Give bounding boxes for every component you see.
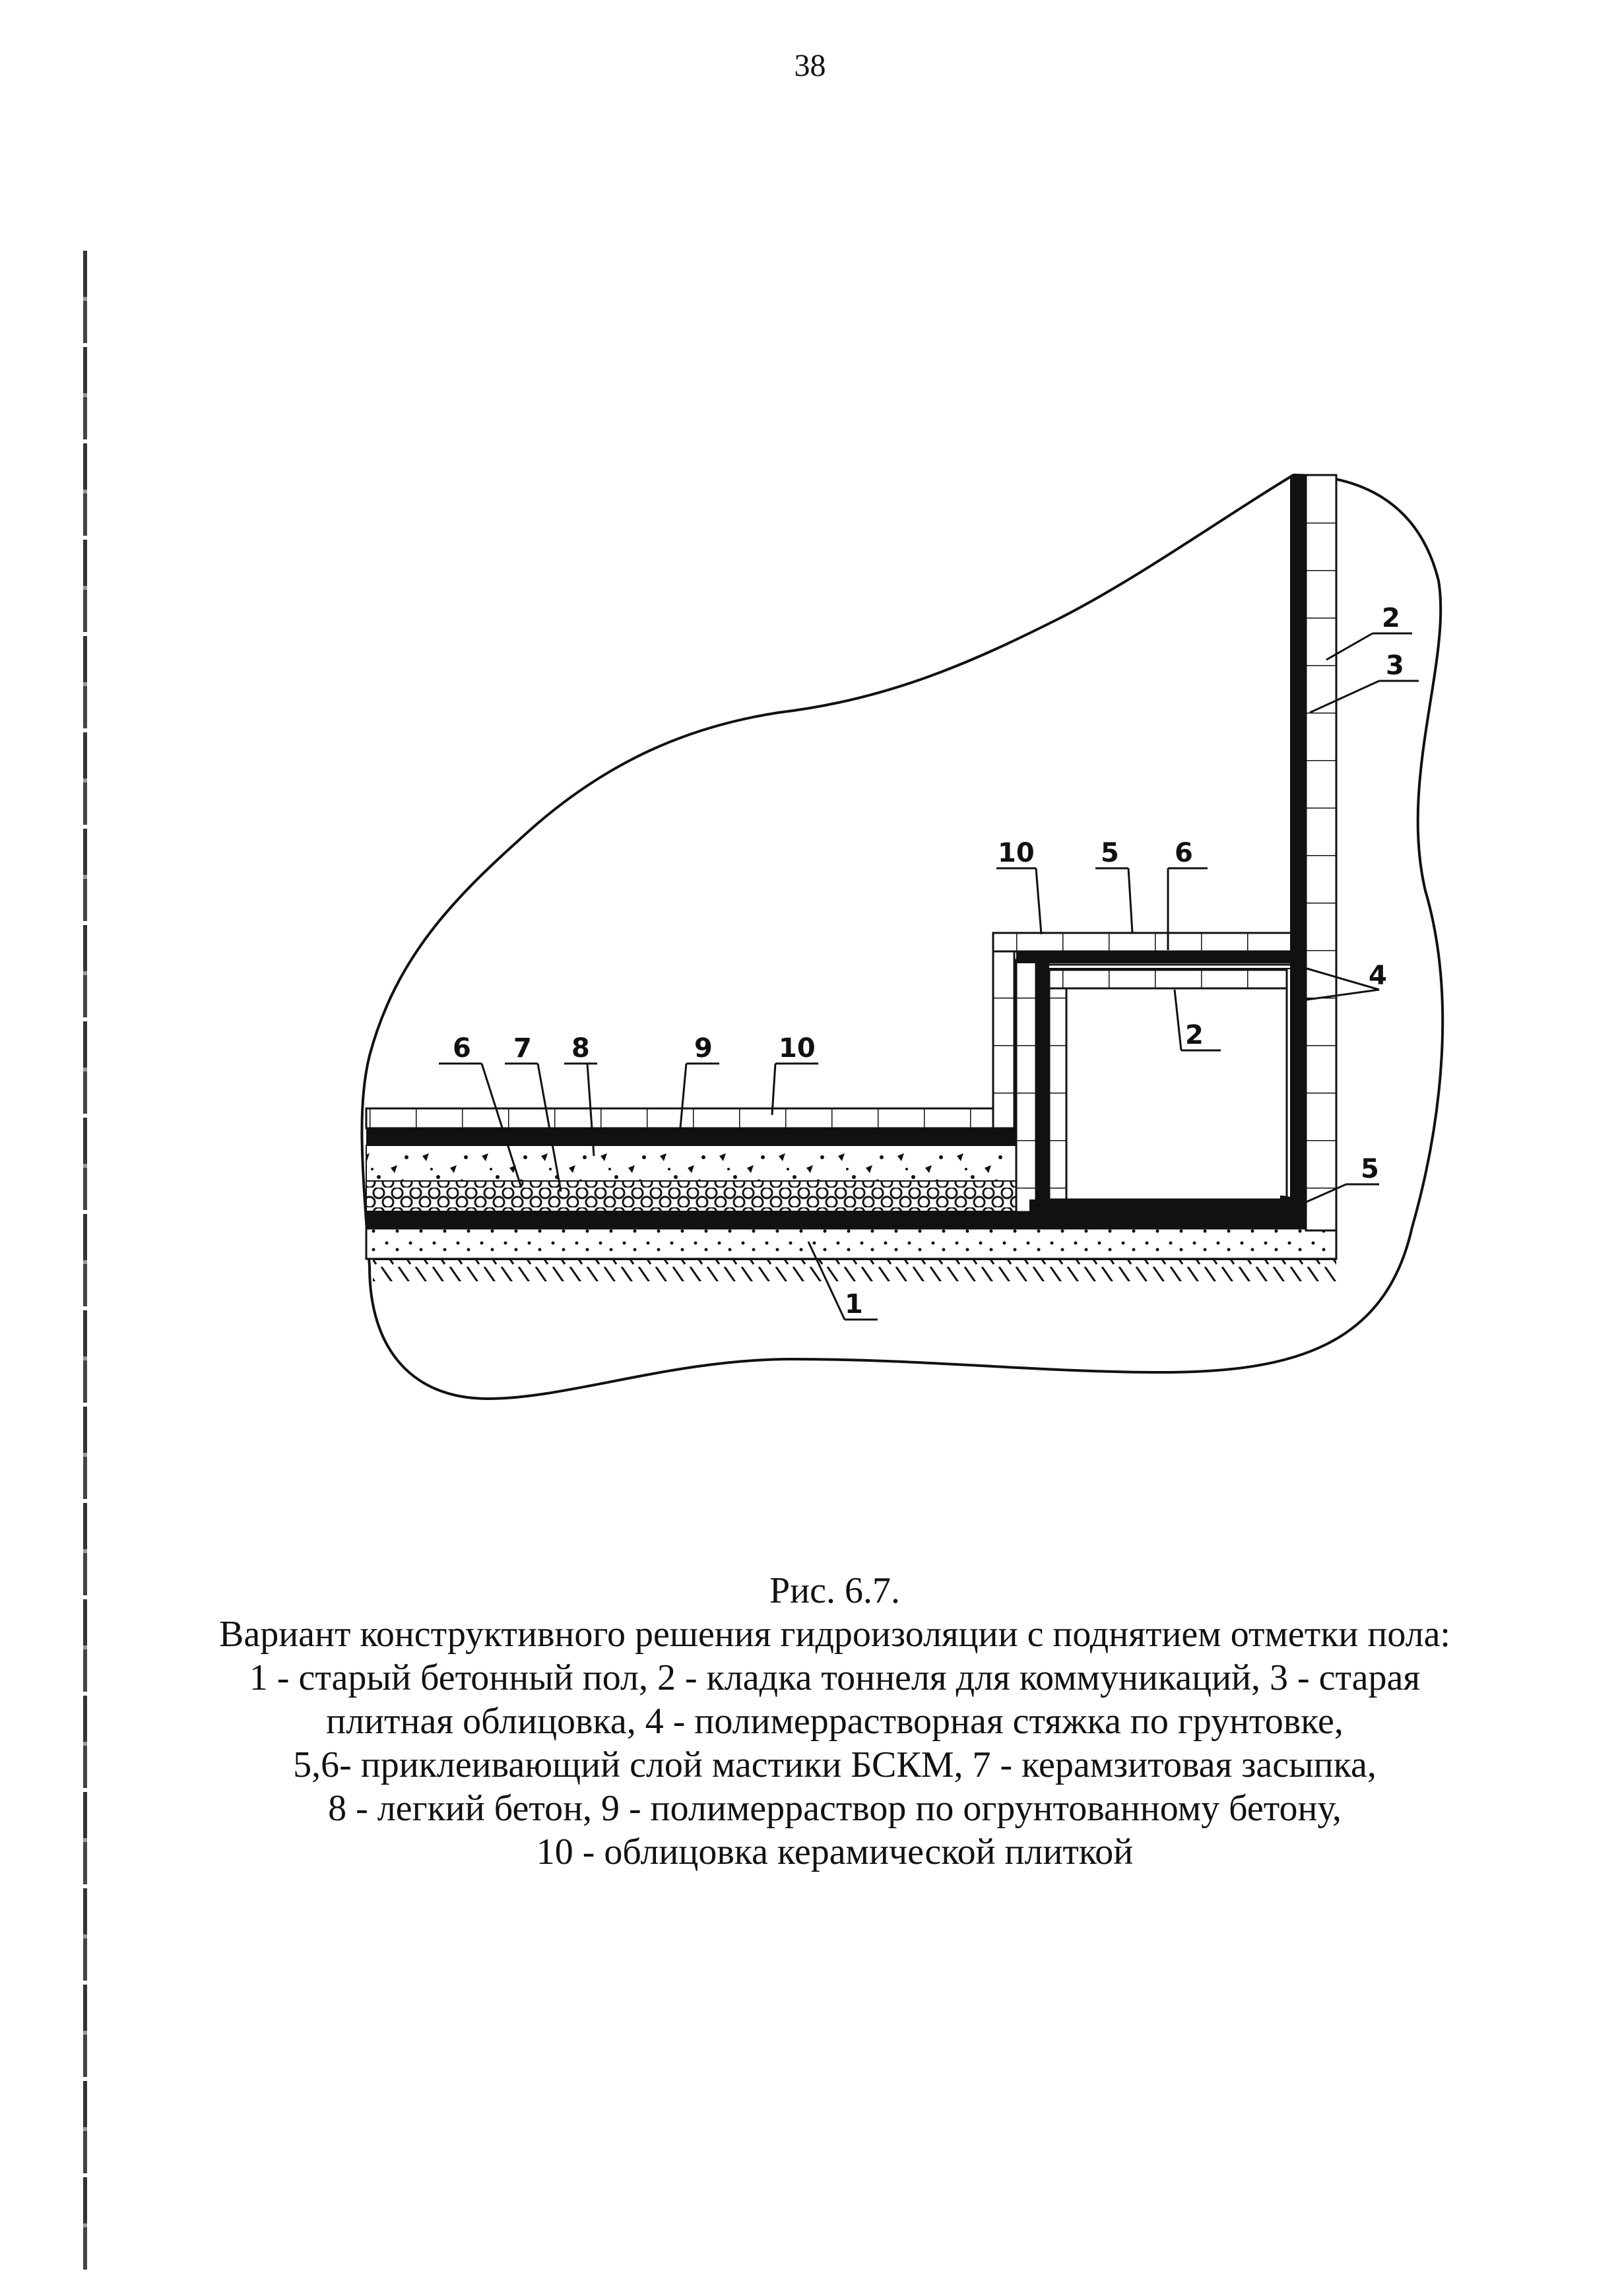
caption-line: 1 - старый бетонный пол, 2 - кладка тоннеля для коммуникаций, 3 - старая (249, 1657, 1421, 1698)
label-7: 7 (513, 1033, 532, 1064)
tunnel-inner-cavity (1066, 988, 1287, 1199)
tunnel-inner-masonry-left (1049, 988, 1066, 1199)
label-2-wall: 2 (1382, 603, 1400, 633)
figure-caption (198, 1569, 1472, 1874)
caption-line: 8 - легкий бетон, 9 - полимерраствор по огрунтованному бетону, (328, 1788, 1342, 1829)
caption-line: Вариант конструктивного решения гидроизоляции с поднятием отметки пола: (219, 1614, 1450, 1655)
label-6-top: 6 (1175, 838, 1193, 868)
tunnel-bottom-mastic (1029, 1199, 1293, 1213)
label-8: 8 (571, 1033, 590, 1064)
layer-bottom-mastic (366, 1211, 1290, 1228)
tunnel-top-tiles (993, 933, 1303, 951)
label-10-top: 10 (998, 838, 1035, 868)
layer-polymer-mortar-floor (366, 1128, 1016, 1145)
tunnel-mastic-left (1036, 960, 1049, 1211)
label-10-floor: 10 (779, 1033, 816, 1064)
label-6-floor: 6 (453, 1033, 471, 1064)
tunnel-inner-masonry-top (1049, 970, 1287, 988)
layer-clay-backfill (366, 1181, 1016, 1211)
label-3-wall: 3 (1386, 651, 1404, 681)
label-1: 1 (845, 1289, 863, 1320)
layer-step-riser-tiles (993, 937, 1014, 1128)
caption-line: 10 - облицовка керамической плиткой (536, 1832, 1134, 1872)
layer-old-concrete-floor (366, 1228, 1336, 1259)
layer-light-concrete (366, 1145, 1016, 1181)
tunnel-masonry-left (1016, 960, 1036, 1212)
label-9: 9 (694, 1033, 713, 1064)
label-2-inner: 2 (1185, 1020, 1204, 1050)
caption-line: плитная облицовка, 4 - полимеррастворная стяжка по грунтовке, (326, 1701, 1344, 1742)
label-5-top: 5 (1101, 838, 1119, 868)
wall-black-mastic (1290, 475, 1306, 957)
wall-masonry (1306, 475, 1336, 1230)
ground-hatch (373, 1259, 1336, 1281)
tunnel-mastic-right (1290, 950, 1306, 1214)
page-number: 38 (794, 48, 826, 83)
label-5-corner: 5 (1361, 1154, 1379, 1184)
label-4: 4 (1369, 961, 1387, 991)
caption-line: 5,6- приклеивающий слой мастики БСКМ, 7 - керамзитовая засыпка, (293, 1744, 1377, 1785)
caption-title: Рис. 6.7. (769, 1570, 900, 1611)
